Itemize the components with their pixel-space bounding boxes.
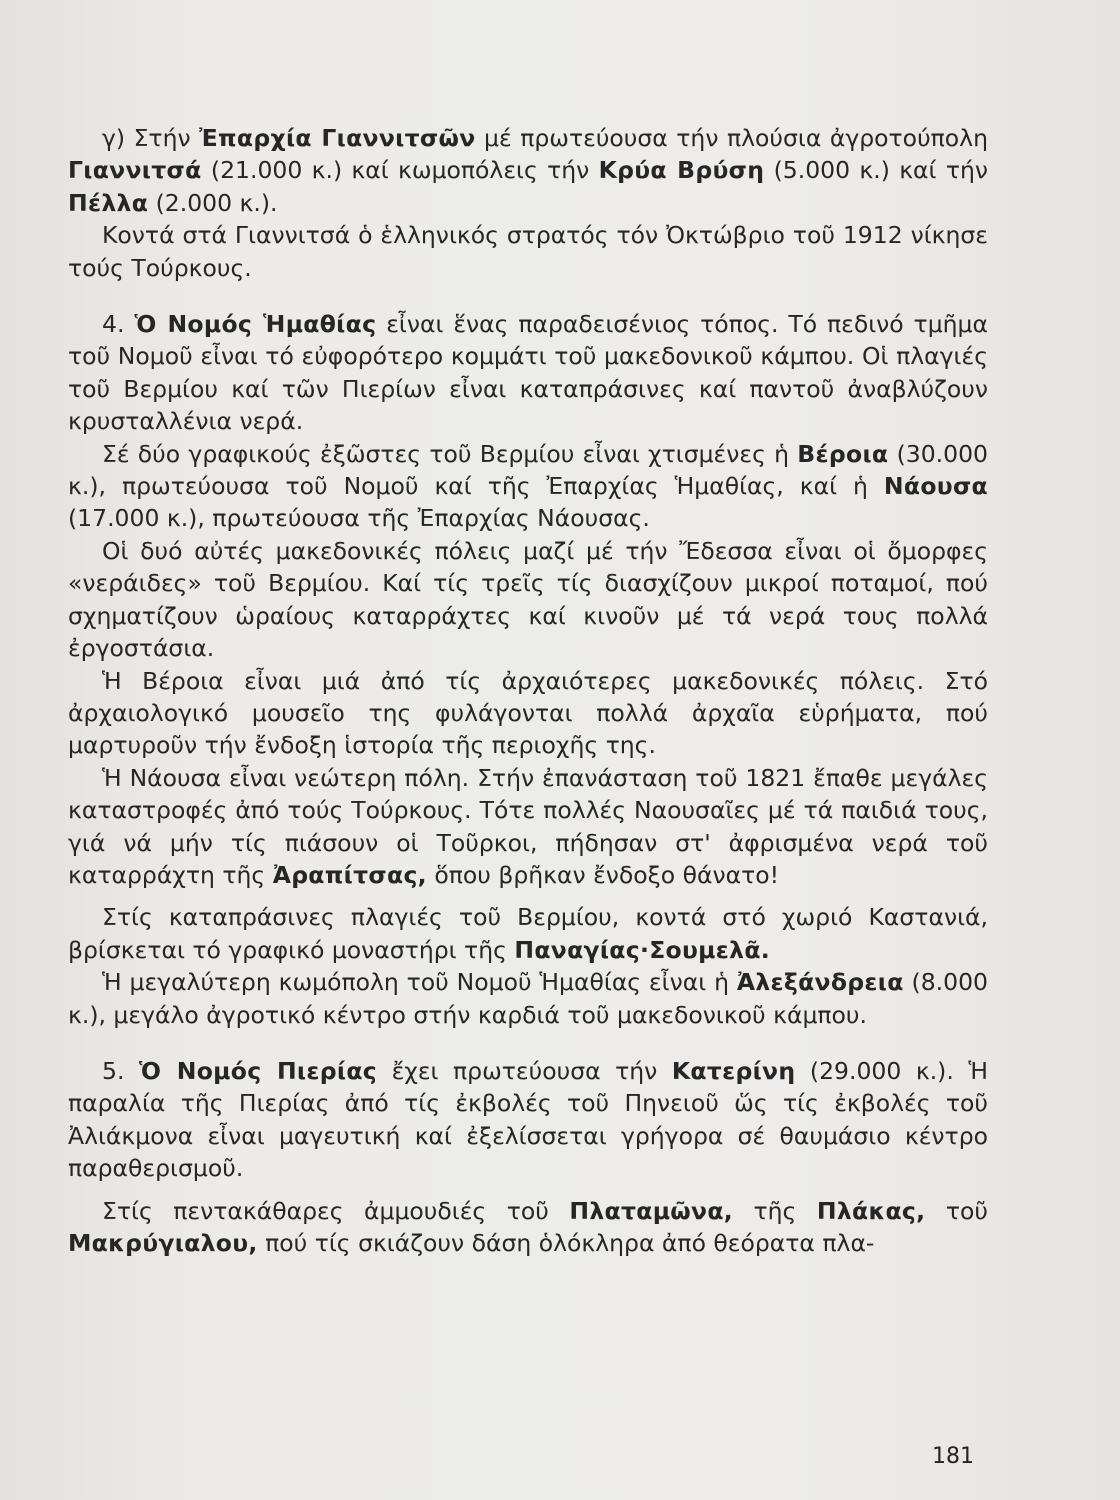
paragraph (68, 901, 988, 966)
text-run: (30.000 κ.), πρωτεύουσα τοῦ Νομοῦ καί τῆς Ἐπαρχίας Ἡμαθίας, καί ἡ (68, 439, 988, 501)
text-run: πού τίς σκιάζουν δάση ὁλόκληρα ἀπό θεόρατα πλα- (257, 1229, 875, 1257)
paragraph (68, 438, 988, 535)
paragraph (68, 1195, 988, 1260)
bold-term: Κατερίνη (671, 1056, 796, 1085)
paragraph (68, 1055, 988, 1185)
body-text (68, 122, 988, 1259)
text-run: (17.000 κ.), πρωτεύουσα τῆς Ἐπαρχίας Νάουσας. (68, 504, 650, 533)
paragraph (68, 966, 988, 1031)
text-run: (21.000 κ.) καί κωμοπόλεις τήν (201, 156, 599, 185)
bold-term: Ἐπαρχία Γιαννιτσῶν (199, 124, 476, 152)
bold-term: Ἀραπίτσας, (272, 860, 427, 889)
text-run: Σέ δύο γραφικούς ἐξῶστες τοῦ Βερμίου εἶναι χτισμένες ἡ (102, 439, 798, 468)
text-run: μέ πρωτεύουσα τήν πλούσια ἀγροτούπολη (475, 124, 988, 152)
bold-term: Ἀλεξάνδρεια (736, 968, 904, 997)
text-run: ὅπου βρῆκαν ἔνδοξο θάνατο! (426, 860, 780, 889)
text-run: (5.000 κ.) καί τήν (764, 156, 988, 185)
text-run: 4. (102, 310, 135, 339)
paragraph (68, 122, 988, 219)
text-run: (2.000 κ.). (148, 188, 278, 217)
bold-term: Μακρύγιαλου, (68, 1229, 258, 1257)
bold-term: Βέροια (797, 439, 889, 468)
bold-term: Πέλλα (68, 188, 149, 217)
text-run: (29.000 κ.). Ἡ παραλία τῆς Πιερίας ἀπό τίς ἐκβολές τοῦ Πηνειοῦ ὥς τίς ἐκβολές τοῦ Ἀλιάκμονα εἶναι μαγευτική καί ἐξελίσσεται γρήγορα σέ θαυμάσιο κέντρο παραθερισμοῦ. (68, 1056, 988, 1183)
bold-term: Γιαννιτσά (68, 156, 202, 185)
bold-term: Νάουσα (883, 472, 988, 501)
text-run: τοῦ (925, 1196, 988, 1225)
text-run: 5. (102, 1056, 139, 1085)
text-run: Ἡ Νάουσα εἶναι νεώτερη πόλη. Στήν ἐπανάσταση τοῦ 1821 ἔπαθε μεγάλες καταστροφές ἀπό τούς Τούρκους. Τότε πολλές Ναουσαῖες μέ τά παιδιά τους, γιά νά μήν τίς πιάσουν οἱ Τοῦρκοι, πήδησαν στ' ἀφρισμένα νερά τοῦ καταρράχτη τῆς (68, 763, 988, 889)
paragraph (68, 219, 988, 284)
text-run: Στίς πεντακάθαρες ἀμμουδιές τοῦ (102, 1196, 570, 1225)
bold-term: Παναγίας·Σουμελᾶ. (514, 935, 770, 964)
bold-term: Κρύα Βρύση (598, 156, 765, 185)
text-run: Κοντά στά Γιαννιτσά ὁ ἑλληνικός στρατός τόν Ὀκτώβριο τοῦ 1912 νίκησε τούς Τούρκους. (68, 221, 988, 282)
bold-term: Πλαταμῶνα, (569, 1196, 733, 1225)
text-run: τῆς (733, 1196, 817, 1225)
text-run: Στίς καταπράσινες πλαγιές τοῦ Βερμίου, κοντά στό χωριό Καστανιά, βρίσκεται τό γραφικό μοναστήρι τῆς (68, 903, 988, 964)
bold-term: Ὁ Νομός Πιερίας (138, 1056, 378, 1085)
text-run: Οἱ δυό αὐτές μακεδονικές πόλεις μαζί μέ τήν Ἔδεσσα εἶναι οἱ ὄμορφες «νεράιδες» τοῦ Βερμίου. Καί τίς τρεῖς τίς διασχίζουν μικροί ποταμοί, πού σχηματίζουν ὡραίους καταρράχτες καί κινοῦν μέ τά νερά τους πολλά ἐργοστάσια. (68, 536, 988, 663)
bold-term: Ὁ Νομός Ἡμαθίας (134, 310, 377, 339)
text-run: γ) Στήν (102, 124, 200, 152)
text-run: Ἡ μεγαλύτερη κωμόπολη τοῦ Νομοῦ Ἡμαθίας εἶναι ἡ (102, 968, 737, 997)
paragraph (68, 535, 988, 665)
paragraph (68, 665, 988, 762)
bold-term: Πλάκας, (816, 1196, 926, 1225)
text-run: εἶναι ἕνας παραδεισένιος τόπος. Τό πεδινό τμῆμα τοῦ Νομοῦ εἶναι τό εὐφορότερο κομμάτι τοῦ μακεδονικοῦ κάμπου. Οἱ πλαγιές τοῦ Βερμίου καί τῶν Πιερίων εἶναι καταπράσινες καί παντοῦ ἀναβλύζουν κρυσταλλένια νερά. (68, 310, 988, 436)
text-run: (8.000 κ.), μεγάλο ἀγροτικό κέντρο στήν καρδιά τοῦ μακεδονικοῦ κάμπου. (68, 968, 989, 1029)
page-number: 181 (932, 1444, 974, 1469)
text-run: ἔχει πρωτεύουσα τήν (377, 1056, 672, 1085)
paragraph (68, 762, 988, 892)
paragraph (68, 308, 988, 438)
text-run: Ἡ Βέροια εἶναι μιά ἀπό τίς ἀρχαιότερες μακεδονικές πόλεις. Στό ἀρχαιολογικό μουσεῖο της φυλάγονται πολλά ἀρχαῖα εὑρήματα, πού μαρτυροῦν τήν ἔνδοξη ἱστορία τῆς περιοχῆς της. (68, 666, 988, 760)
